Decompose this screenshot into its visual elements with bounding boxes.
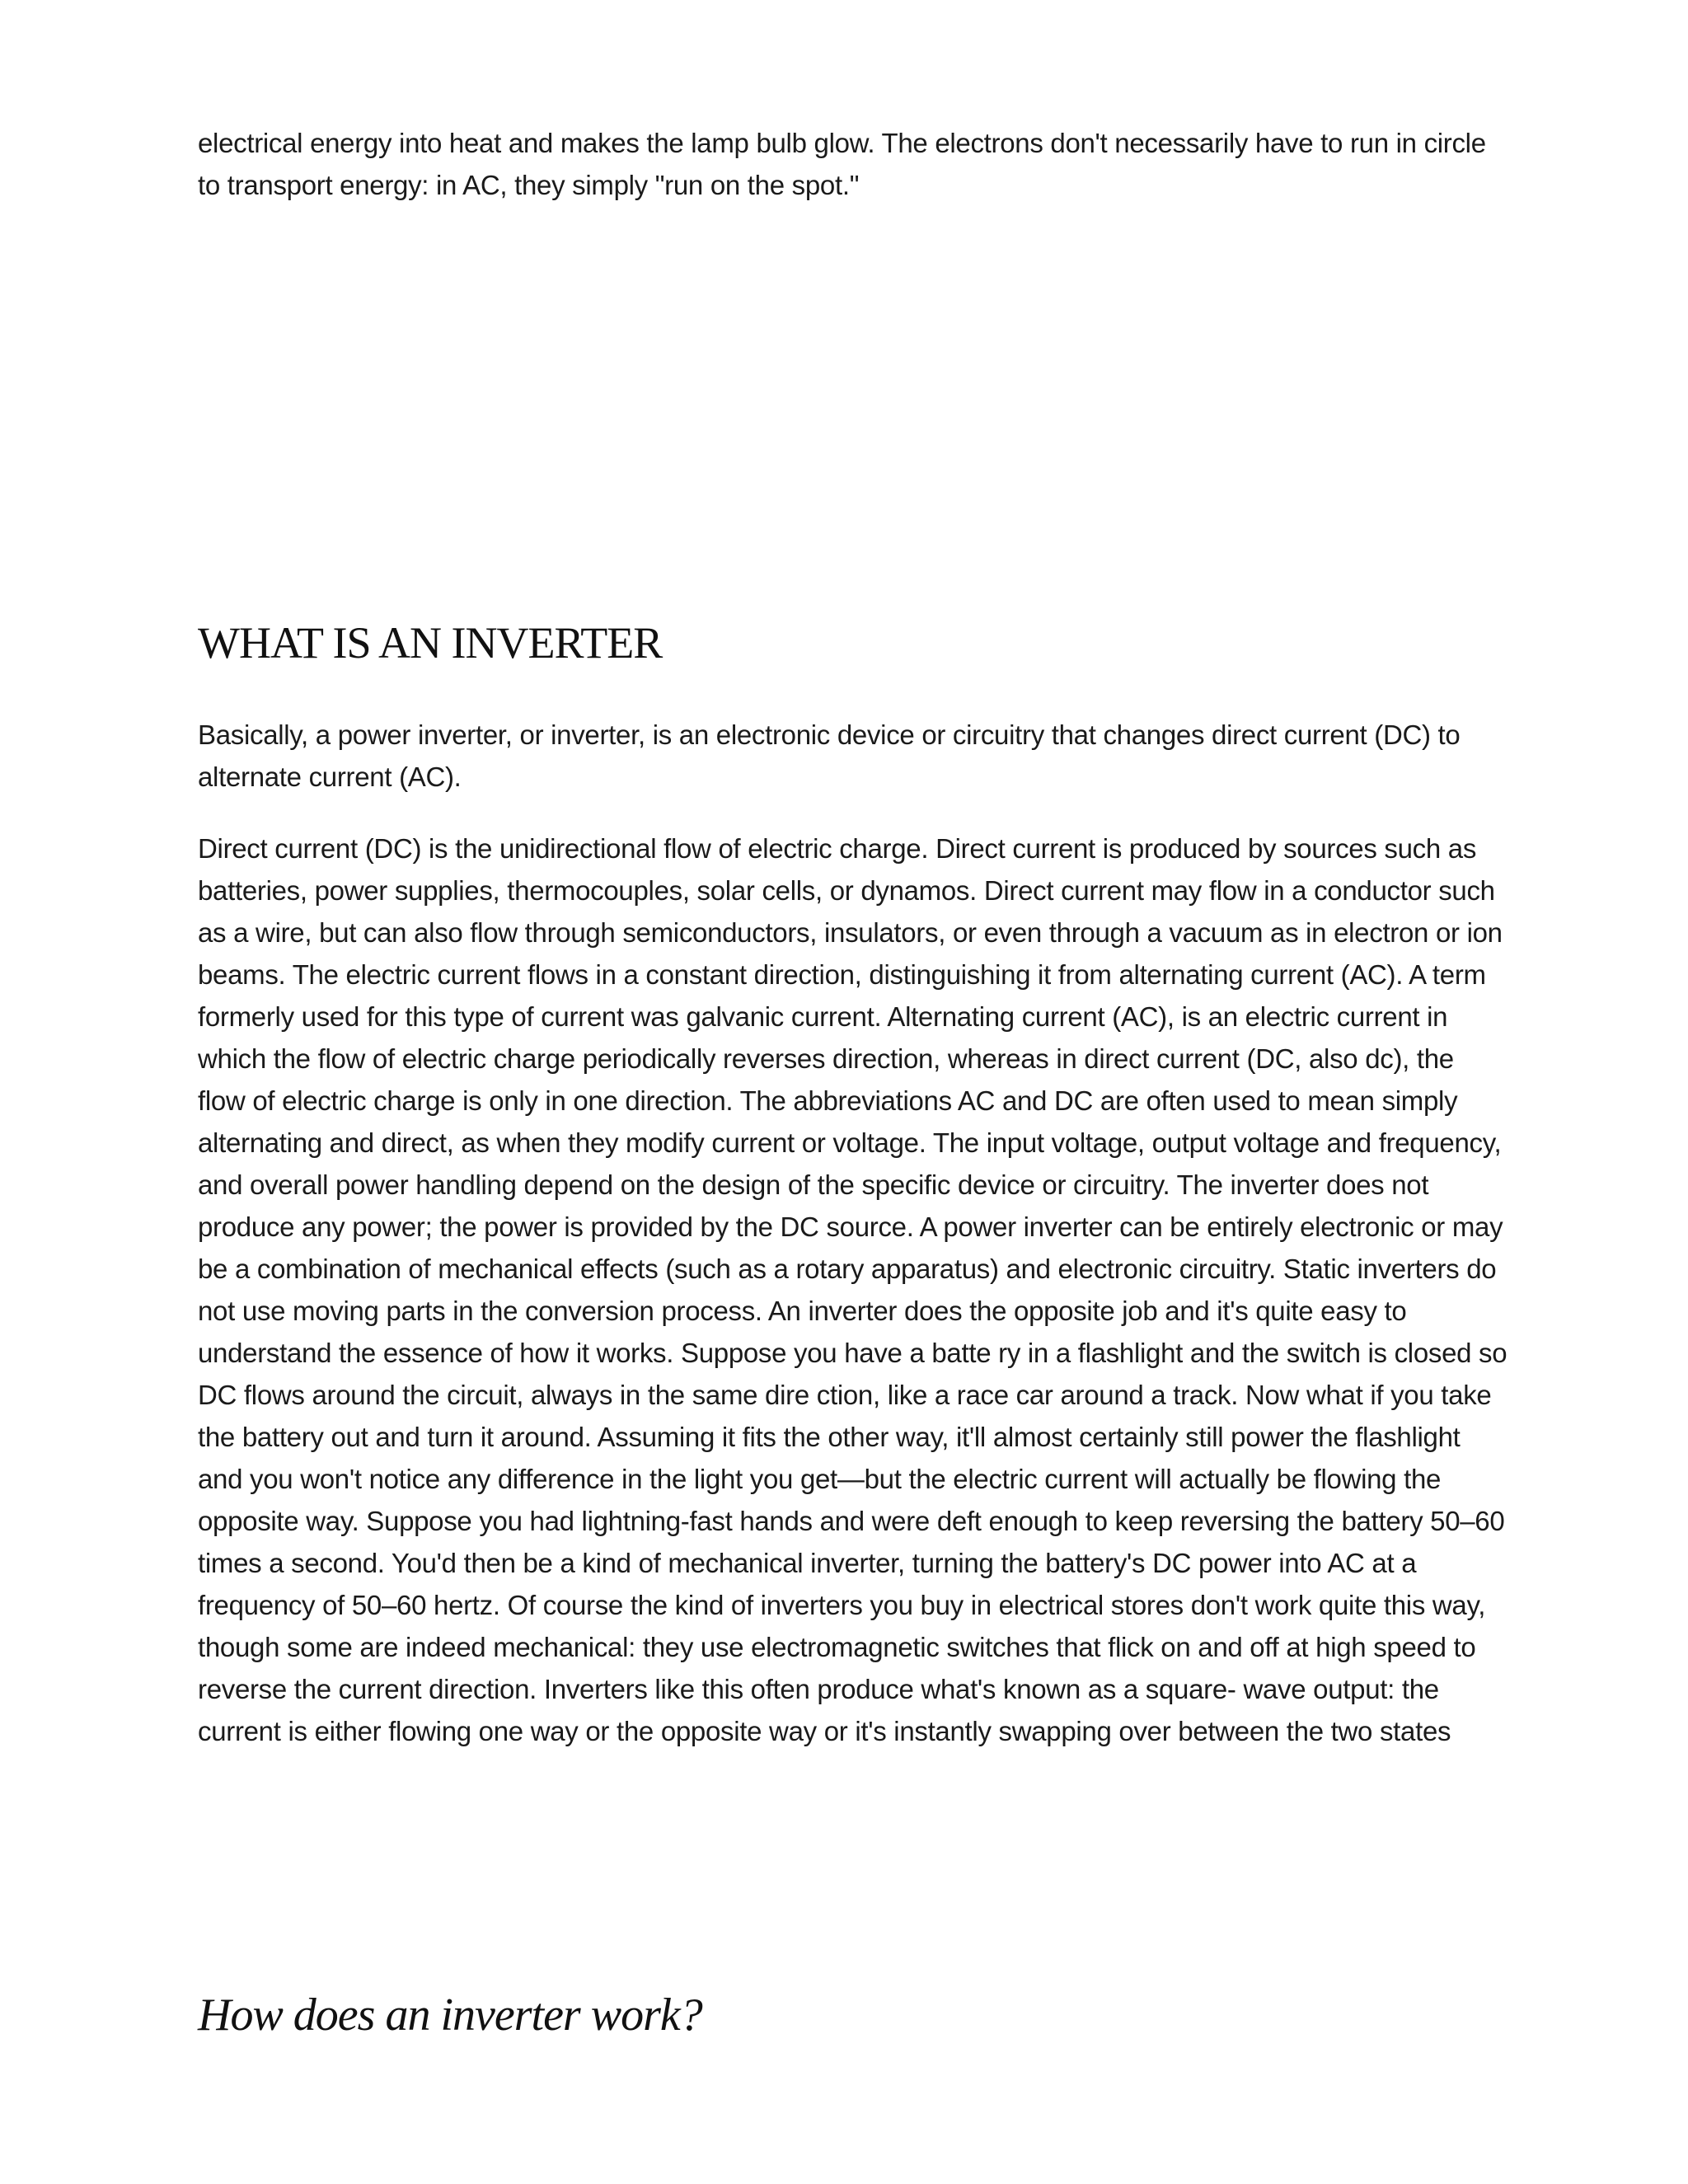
inverter-definition-paragraph: Basically, a power inverter, or inverter, is an electronic device or circuitry that changes direct current (DC) to alternate current (AC). xyxy=(198,719,1461,792)
intro-paragraph: electrical energy into heat and makes the lamp bulb glow. The electrons don't necessarily have to run in circle to transport energy: in AC, they simply "run on the spot." xyxy=(198,128,1486,200)
section-heading-what-is-an-inverter: WHAT IS AN INVERTER xyxy=(198,618,663,668)
direct-current-paragraph: Direct current (DC) is the unidirectional flow of electric charge. Direct current is produced by sources such as batteries, power supplies, thermocouples, solar cells, or dynamos. Direct current may flow in a conductor such as a wire, but can also flow through semiconductors, insulators, or even through a vacuum as in electron or ion beams. The electric current flows in a constant direction, distinguishing it from alternating current (AC). A term formerly used for this type of current was galvanic current. Alternating current (AC), is an electric current in which the flow of electric charge periodically reverses direction, whereas in direct current (DC, also dc), the flow of electric charge is only in one direction. The abbreviations AC and DC are often used to mean simply alternating and direct, as when they modify current or voltage. The input voltage, output voltage and frequency, and overall power handling depend on the design of the specific device or circuitry. The inverter does not produce any power; the power is provided by the DC source. A power inverter can be entirely electronic or may be a combination of mechanical effects (such as a rotary apparatus) and electronic circuitry. Static inverters do not use moving parts in the conversion process. An inverter does the opposite job and it's quite easy to understand the essence of how it works. Suppose you have a batte ry in a flashlight and the switch is closed so DC flows around the circuit, always in the same dire ction, like a race car around a track. Now what if you take the battery out and turn it around. Assuming it fits the other way, it'll almost certainly still power the flashlight and you won't notice any difference in the light you get—but the electric current will actually be flowing the opposite way. Suppose you had lightning-fast hands and were deft enough to keep reversing the battery 50–60 times a second. You'd then be a kind of mechanical inverter, turning the battery's DC power into AC at a frequency of 50–60 hertz. Of course the kind of inverters you buy in electrical stores don't work quite this way, though some are indeed mechanical: they use electromagnetic switches that flick on and off at high speed to reverse the current direction. Inverters like this often produce what's known as a square- wave output: the current is either flowing one way or the opposite way or it's instantly swapping over between the two states xyxy=(198,833,1507,1746)
section-heading-how-does-an-inverter-work: How does an inverter work? xyxy=(198,1990,702,2041)
